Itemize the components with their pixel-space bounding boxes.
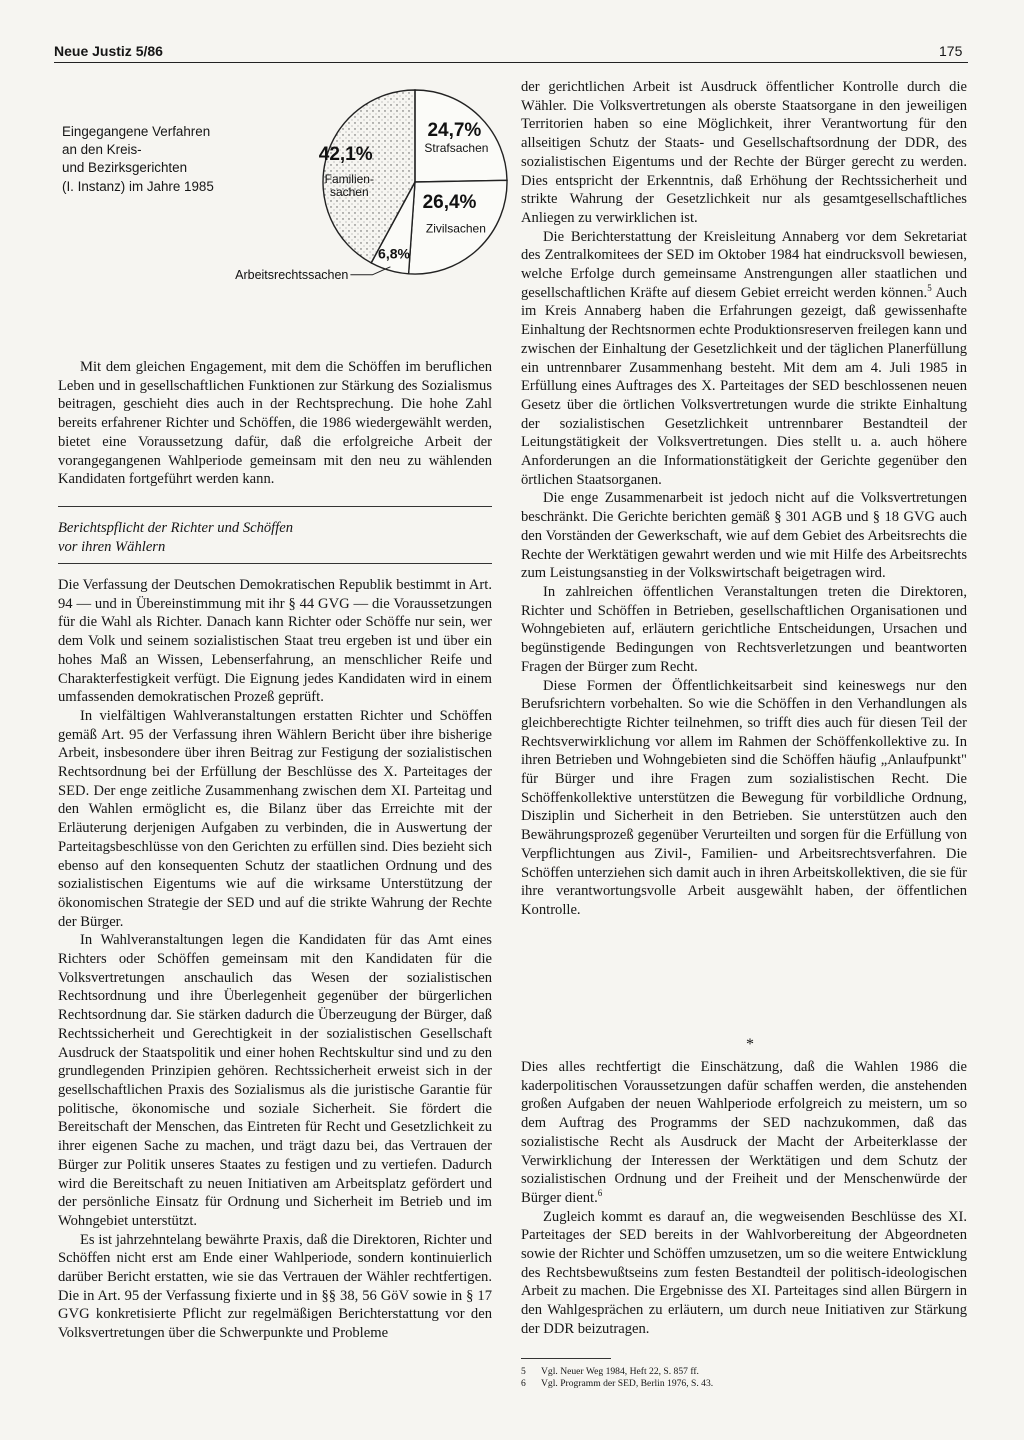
footnotes — [521, 1366, 967, 1390]
pie-category-label: Zivilsachen — [425, 221, 486, 236]
footnote-text: Vgl. Neuer Weg 1984, Heft 22, S. 857 ff. — [541, 1366, 699, 1377]
pie-value-label: 6,8% — [378, 245, 410, 262]
figure-title-line: Eingegangene Verfahren — [62, 124, 211, 139]
right-body-top — [521, 78, 967, 920]
body-paragraph: Diese Formen der Öffentlichkeitsarbeit sind keineswegs nur den Berufsrichtern vorbehalten. So wie die Schöffen in den Verhandlungen als gleichberechtigte Richter teilnehmen, so trifft dies auch für diesen Teil der Rechtsverwirklichung vor allem im Rahmen der Schöffenkollektive zu. In ihren Betrieben und Wohngebieten sind die Schöffen häufig „Anlaufpunkt" für Bürger und ihre Fragen zum sozialistischen Recht. Die Schöffenkollektive unterstützen die Bewegung für vorbildliche Ordnung, Disziplin und Sicherheit in den Betrieben. Sie unterstützen auch den Bewährungsprozeß gegenüber Verurteilten und sorgen für die Erfüllung von Verpflichtungen aus Zivil-, Familien- und Arbeitsrechtsverfahren. Die Schöffen unterziehen sich damit auch in ihren Arbeitskollektiven, die sie für ihre verantwortungsvolle Arbeit ausgewählt haben, der öffentlichen Kontrolle. — [521, 677, 967, 918]
body-paragraph: Die enge Zusammenarbeit ist jedoch nicht auf die Volksvertretungen beschränkt. Die Gerichte berichten gemäß § 301 AGB und § 18 GVG auch den Vorständen der Gewerkschaft, wie auf dem Gebiet des Arbeitsrechts die Rechte der Werktätigen gewahrt werden und wie mit Hilfe des Arbeitsrechts zum Leistungsanstieg in der Volkswirtschaft beigetragen wird. — [521, 490, 967, 582]
section-rule-bottom — [58, 563, 492, 564]
section-heading-line: Berichtspflicht der Richter und Schöffen — [58, 520, 294, 536]
figure-title-line: (I. Instanz) im Jahre 1985 — [62, 178, 214, 194]
footnote-ref: 5 — [927, 282, 932, 293]
pie-value-label: 24,7% — [427, 119, 482, 141]
body-paragraph — [521, 228, 967, 490]
figure-title-line: und Bezirksgerichten — [62, 160, 188, 176]
pie-category-label: Familien- — [324, 171, 374, 186]
footnote-text: Vgl. Programm der SED, Berlin 1976, S. 43. — [541, 1378, 714, 1389]
body-paragraph: In zahlreichen öffentlichen Veranstaltungen treten die Direktoren, Richter und Schöffen in Betrieben, gesellschaftlichen Organisationen und Wohngebieten auf, erläutern gerichtliche Entscheidungen, Ursachen und begünstigende Bedingungen von Rechtsverletzungen und beantworten Fragen der Bürger zum Recht. — [521, 583, 967, 675]
footnote-rule — [521, 1358, 611, 1359]
footnote — [521, 1366, 967, 1378]
pie-chart-svg — [210, 86, 510, 286]
footnote-number: 6 — [521, 1378, 526, 1389]
paragraph-text: Dies alles rechtfertigt die Einschätzung, daß die Wahlen 1986 die kaderpolitischen Voraussetzungen dafür schaffen werden, die anstehenden großen Aufgaben der neuen Wahlperiode erfolgreich zu meistern, um so dem Auftrag des Programms der SED nachzukommen, daß das sozialistische Recht als Ausdruck der Macht der Arbeiterklasse der Verwirklichung der Interessen der Werktätigen und dem Schutz der sozialistischen Ordnung und der Freiheit und der Menschenwürde der Bürger dient. — [521, 1059, 967, 1206]
intro-paragraph: Mit dem gleichen Engagement, mit dem die Schöffen im beruflichen Leben und in gesellschaftlichen Funktionen zur Stärkung des Sozialismus beitragen, geschieht dies auch in der Rechtsprechung. Die hohe Zahl bereits erfahrener Richter und Schöffen, die 1986 wiedergewählt werden, bietet eine Voraussetzung dafür, daß die erfolgreiche Arbeit der vorangegangenen Wahlperiode gemeinsam mit den neu zu wählenden Kandidaten fortgeführt werden kann. — [58, 359, 492, 488]
paragraph-text: Auch im Kreis Annaberg haben die Erfahrungen gezeigt, daß gewissenhafte Einhaltung der Rechtsnormen echte Produktionsreserven freilegen kann und zwischen der Einhaltung der Gesetzlichkeit und der täglichen Planerfüllung ein untrennbarer Zusammenhang besteht. Mit dem am 4. Juli 1985 in Erfüllung eines Auftrages des X. Parteitages der SED beschlossenen neuen Gesetz über die örtlichen Volksvertretungen wurde die strikte Einhaltung der sozialistischen Gesetzlichkeit untrennbarer Bestandteil der Leitungstätigkeit der Volksvertretungen. Dies stellt u. a. auch höhere Anforderungen an die Informationstätigkeit der Gerichte gegenüber den örtlichen Staatsorganen. — [521, 284, 967, 488]
body-paragraph — [521, 1058, 967, 1208]
journal-title: Neue Justiz 5/86 — [54, 43, 163, 59]
body-paragraph: Die Verfassung der Deutschen Demokratischen Republik bestimmt in Art. 94 — und in Übereinstimmung mit ihr § 44 GVG — die Voraussetzungen für die Wahl als Richter. Danach kann Richter oder Schöffe nur sein, wer dem Volk und seinem sozialistischen Staat treu ergeben ist und über ein hohes Maß an Wissen, Lebenserfahrung, an menschlicher Reife und Charakterfestigkeit verfügt. Die Eignung jedes Kandidaten wird in einem umfassenden demokratischen Prozeß geprüft. — [58, 577, 492, 706]
footnote-ref: 6 — [597, 1188, 603, 1199]
body-paragraph: der gerichtlichen Arbeit ist Ausdruck öffentlicher Kontrolle durch die Wähler. Die Volksvertretungen als oberste Staatsorgane in den jeweiligen Territorien haben so eine Möglichkeit, ihrer Verantwortung für den allseitigen Schutz der Staats- und Gesellschaftsordnung der DDR, des sozialistischen Eigentums und der Rechte der Bürger gerecht zu werden. Dies entspricht der Erkenntnis, daß Erhöhung der Rechtssicherheit und strikte Wahrung der Gesetzlichkeit nur als gesamtgesellschaftliches Anliegen zu verwirklichen ist. — [521, 79, 967, 226]
pie-value-label: 42,1% — [318, 144, 373, 165]
pie-category-label: Arbeitsrechtssachen — [235, 267, 349, 282]
pie-category-label: Strafsachen — [424, 140, 489, 155]
pie-chart — [210, 86, 510, 286]
section-separator: * — [746, 1036, 754, 1053]
header-rule — [54, 62, 968, 63]
pie-value-label: 26,4% — [422, 192, 477, 213]
page-number: 175 — [939, 43, 963, 59]
section-rule-top — [58, 506, 492, 507]
section-heading — [58, 519, 468, 556]
figure-title-line: an den Kreis- — [62, 142, 142, 158]
body-paragraph: In Wahlveranstaltungen legen die Kandidaten für das Amt eines Richters oder Schöffen gemeinsam mit den Kandidaten für die Volksvertretungen anschaulich das Wesen der sozialistischen Rechtsordnung und ihre Überlegenheit gegenüber der bürgerlichen Rechtsordnung dar. Sie stärken dadurch die Überzeugung der Bürger, daß Rechtssicherheit und Gerechtigkeit in der sozialistischen Gesellschaft Ausdruck der Staatspolitik und einer hohen Rechtskultur sind und zu den grundlegenden Prinzipien gehören. Rechtssicherheit erweist sich in der gesellschaftlichen Praxis des Sozialismus als die juristische Garantie für politische, ökonomische und soziale Sicherheit. Sie fördert die Bereitschaft der Menschen, das Eintreten für Recht und Gesetzlichkeit zu ihrer eigenen Sache zu machen, und trägt dazu bei, das Vertrauen der Bürger zur Politik unseres Staates zu festigen und zu vertiefen. Dadurch wird die Bereitschaft zu neuen Initiativen am Arbeitsplatz gefördert und der persönliche Einsatz für Ordnung und Sicherheit im Betrieb und im Wohngebiet unterstützt. — [58, 932, 492, 1229]
body-paragraph: Es ist jahrzehntelang bewährte Praxis, daß die Direktoren, Richter und Schöffen nicht erst am Ende einer Wahlperiode, sondern kontinuierlich darüber Bericht erstatten, wie sie das Vertrauen der Wähler rechtfertigen. Die in Art. 95 der Verfassung fixierte und in §§ 38, 56 GöV sowie in § 17 GVG konkretisierte Pflicht zur regelmäßigen Berichterstattung vor den Volksvertretungen über die Schwerpunkte und Probleme — [58, 1231, 492, 1342]
body-paragraph: Zugleich kommt es darauf an, die wegweisenden Beschlüsse des XI. Parteitages der SED bereits in der Wahlvorbereitung der Abgeordneten sowie der Richter und Schöffen umzusetzen, um so die weitere Entwicklung des Rechtsbewußtseins zum festen Bestandteil der politisch-ideologischen Arbeit zu machen. Die Ergebnisse des XI. Parteitages sind allen Bürgern in den Wahlgesprächen zu erläutern, um durch neue Initiativen zur Stärkung der DDR beizutragen. — [521, 1208, 967, 1337]
paragraph-text: Die Berichterstattung der Kreisleitung Annaberg vor dem Sekretariat des Zentralkomitees der SED im Oktober 1984 hat eindrucksvoll bewiesen, welche Erfolge durch gemeinsame Anstrengungen aller staatlichen und gesellschaftlichen Kräfte auf diesem Gebiet erreicht werden können. — [521, 228, 967, 301]
right-body-bottom — [521, 1058, 967, 1339]
left-body — [58, 576, 492, 1343]
footnote — [521, 1378, 967, 1390]
footnote-number: 5 — [521, 1366, 526, 1377]
pie-category-label: sachen — [329, 184, 369, 199]
body-paragraph: In vielfältigen Wahlveranstaltungen erstatten Richter und Schöffen gemäß Art. 95 der Verfassung ihren Wählern Bericht über ihre bisherige Arbeit, insbesondere über ihren Beitrag zur Festigung der sozialistischen Rechtsordnung bei der Erfüllung der Beschlüsse des X. Parteitages der SED. Der enge zeitliche Zusammenhang zwischen dem XI. Parteitag und den Wahlen ermöglicht es, die Bilanz über das Erreichte mit der Erläuterung derjenigen Aufgaben zu verbinden, die in Auswertung der Parteitagsbeschlüsse von den Gerichten zu erfüllen sind. Dies bezieht sich ebenso auf den konsequenten Schutz der staatlichen Ordnung und des sozialistischen Eigentums wie auf die wirksame Unterstützung der ökonomischen Strategie der SED und auf die strikte Wahrung der Rechte der Bürger. — [58, 707, 492, 930]
section-heading-line: vor ihren Wählern — [58, 538, 166, 555]
